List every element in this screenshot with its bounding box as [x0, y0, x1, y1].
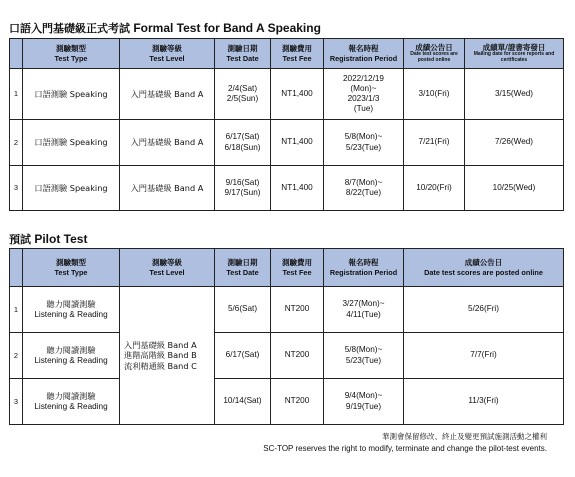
pilot-title-en: Pilot Test [34, 232, 88, 246]
test-type-cell: 聽力閱讀測驗 Listening & Reading [23, 287, 120, 333]
test-date-cell: 6/17(Sat) [215, 333, 271, 379]
test-level-cell: 入門基礎級 Band A 進階高階級 Band B 流利精通級 Band C [120, 287, 215, 425]
mailing-date-cell: 3/15(Wed) [465, 69, 564, 120]
formal-header-test-level: 測驗等級 Test Level [120, 39, 215, 69]
pilot-header-score-date: 成績公告日 Date test scores are posted online [404, 249, 564, 287]
pilot-test-table [9, 248, 564, 425]
table-row [10, 287, 564, 333]
row-index: 2 [10, 120, 23, 166]
formal-title-en: Formal Test for Band A Speaking [133, 21, 321, 35]
pilot-header-row [10, 249, 564, 287]
test-fee-cell: NT1,400 [271, 120, 324, 166]
test-type-cell: 聽力閱讀測驗 Listening & Reading [23, 379, 120, 425]
pilot-header-test-date: 測驗日期 Test Date [215, 249, 271, 287]
registration-cell: 3/27(Mon)~ 4/11(Tue) [324, 287, 404, 333]
score-date-cell: 3/10(Fri) [404, 69, 465, 120]
formal-test-title [9, 20, 321, 36]
registration-cell: 9/4(Mon)~ 9/19(Tue) [324, 379, 404, 425]
test-fee-cell: NT1,400 [271, 69, 324, 120]
test-fee-cell: NT200 [271, 333, 324, 379]
table-row [10, 120, 564, 166]
test-fee-cell: NT200 [271, 287, 324, 333]
test-type-cell: 聽力閱讀測驗 Listening & Reading [23, 333, 120, 379]
row-index: 3 [10, 166, 23, 211]
pilot-header-test-type: 測驗類型 Test Type [23, 249, 120, 287]
score-date-cell: 7/7(Fri) [404, 333, 564, 379]
test-level-cell: 入門基礎級 Band A [120, 120, 215, 166]
formal-title-zh: 口語入門基礎級正式考試 [9, 22, 130, 35]
formal-test-table [9, 38, 564, 211]
row-index: 1 [10, 69, 23, 120]
test-level-cell: 入門基礎級 Band A [120, 166, 215, 211]
test-level-cell: 入門基礎級 Band A [120, 69, 215, 120]
table-row [10, 166, 564, 211]
row-index: 2 [10, 333, 23, 379]
pilot-title-zh: 預試 [9, 233, 31, 246]
pilot-header-registration: 報名時程 Registration Period [324, 249, 404, 287]
test-date-cell: 2/4(Sat) 2/5(Sun) [215, 69, 271, 120]
registration-cell: 8/7(Mon)~ 8/22(Tue) [324, 166, 404, 211]
test-date-cell: 5/6(Sat) [215, 287, 271, 333]
test-type-cell: 口語測驗 Speaking [23, 120, 120, 166]
table-row [10, 379, 564, 425]
score-date-cell: 5/26(Fri) [404, 287, 564, 333]
mailing-date-cell: 10/25(Wed) [465, 166, 564, 211]
pilot-header-test-fee: 測驗費用 Test Fee [271, 249, 324, 287]
score-date-cell: 11/3(Fri) [404, 379, 564, 425]
registration-cell: 2022/12/19 (Mon)~ 2023/1/3 (Tue) [324, 69, 404, 120]
formal-header-test-type: 測驗類型 Test Type [23, 39, 120, 69]
row-index: 3 [10, 379, 23, 425]
formal-header-index [10, 39, 23, 69]
test-date-cell: 9/16(Sat) 9/17(Sun) [215, 166, 271, 211]
formal-header-registration: 報名時程 Registration Period [324, 39, 404, 69]
mailing-date-cell: 7/26(Wed) [465, 120, 564, 166]
score-date-cell: 10/20(Fri) [404, 166, 465, 211]
formal-header-score-date: 成績公告日 Date test scores are posted online [404, 39, 465, 69]
pilot-header-index [10, 249, 23, 287]
test-type-cell: 口語測驗 Speaking [23, 69, 120, 120]
row-index: 1 [10, 287, 23, 333]
footer-note-zh: 華測會保留修改、終止及變更預試施測活動之權利 [382, 432, 547, 441]
test-fee-cell: NT200 [271, 379, 324, 425]
formal-header-test-fee: 測驗費用 Test Fee [271, 39, 324, 69]
formal-header-test-date: 測驗日期 Test Date [215, 39, 271, 69]
pilot-test-title [9, 231, 87, 247]
footer-note-en: SC-TOP reserves the right to modify, terminate and change the pilot-test events. [263, 444, 547, 453]
test-fee-cell: NT1,400 [271, 166, 324, 211]
registration-cell: 5/8(Mon)~ 5/23(Tue) [324, 333, 404, 379]
formal-header-mailing-date: 成績單/證書寄發日 Mailing date for score reports and certificates [465, 39, 564, 69]
test-date-cell: 10/14(Sat) [215, 379, 271, 425]
table-row [10, 333, 564, 379]
score-date-cell: 7/21(Fri) [404, 120, 465, 166]
registration-cell: 5/8(Mon)~ 5/23(Tue) [324, 120, 404, 166]
formal-header-row [10, 39, 564, 69]
pilot-header-test-level: 測驗等級 Test Level [120, 249, 215, 287]
test-type-cell: 口語測驗 Speaking [23, 166, 120, 211]
table-row [10, 69, 564, 120]
test-date-cell: 6/17(Sat) 6/18(Sun) [215, 120, 271, 166]
